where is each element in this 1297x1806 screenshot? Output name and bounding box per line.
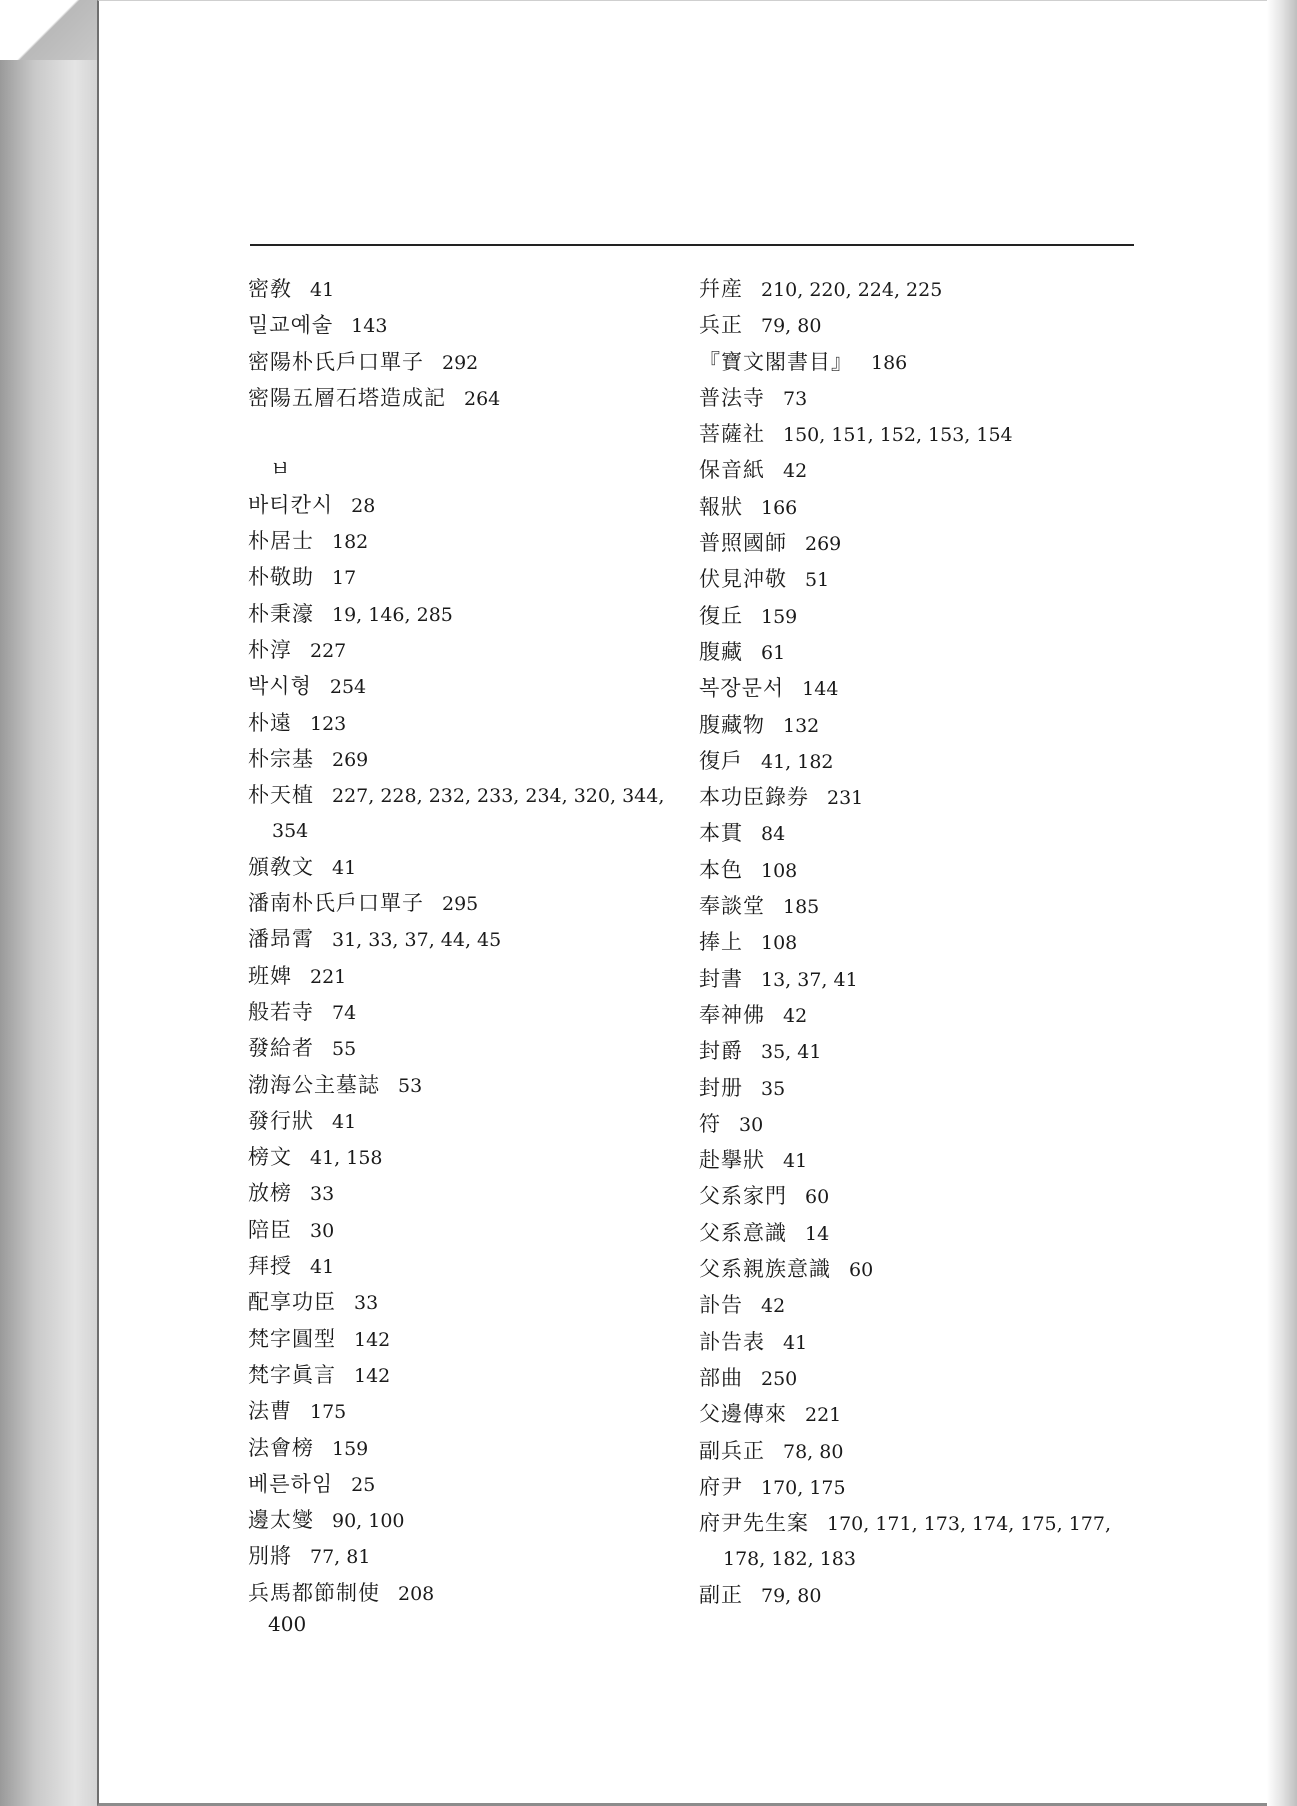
index-entry (248, 1176, 678, 1212)
index-section-letter (248, 452, 678, 487)
index-entry (699, 780, 1139, 816)
index-term: 赴擧狀 (699, 1148, 765, 1173)
index-entry (699, 1107, 1139, 1143)
index-pages: 41, 158 (310, 1147, 383, 1170)
index-term: 베른하임 (248, 1471, 334, 1496)
index-entry (248, 706, 678, 742)
index-term: 配享功臣 (248, 1290, 336, 1315)
index-pages: 150, 151, 152, 153, 154 (783, 424, 1013, 447)
index-term: 本色 (699, 857, 743, 882)
index-pages: 42 (783, 460, 808, 483)
index-entry (248, 778, 678, 850)
index-term: 潘昻霄 (248, 927, 314, 952)
index-pages: 33 (310, 1183, 335, 1206)
index-entry (248, 1104, 678, 1140)
index-entry (699, 635, 1139, 671)
page-number: 400 (268, 1612, 307, 1636)
index-term: 바티칸시 (248, 492, 334, 517)
index-pages: 31, 33, 37, 44, 45 (332, 929, 502, 952)
index-term: 朴淳 (248, 637, 292, 662)
index-term: 本功臣錄券 (699, 785, 809, 810)
index-pages: 61 (761, 641, 786, 664)
index-pages: 28 (351, 494, 376, 517)
index-term: 榜文 (248, 1145, 292, 1170)
index-entry (699, 1578, 1139, 1614)
index-pages: 77, 81 (310, 1546, 371, 1569)
index-entry (699, 998, 1139, 1034)
index-pages: 41 (310, 1256, 335, 1279)
index-pages-continued: 178, 182, 183 (723, 1548, 856, 1571)
index-entry (248, 560, 678, 596)
index-entry (699, 453, 1139, 489)
index-entry (699, 708, 1139, 744)
index-pages: 159 (761, 605, 798, 628)
index-term: 陪臣 (248, 1217, 292, 1242)
index-entry (248, 633, 678, 669)
index-entry (248, 1394, 678, 1430)
index-term: 父系親族意識 (699, 1257, 831, 1282)
index-pages: 264 (464, 387, 501, 410)
index-entry (699, 490, 1139, 526)
index-term: 捧上 (699, 930, 743, 955)
index-entry (248, 272, 678, 308)
index-term: 般若寺 (248, 999, 314, 1024)
index-term: 頒敎文 (248, 854, 314, 879)
index-term: 保音紙 (699, 458, 765, 483)
index-term: 朴宗基 (248, 746, 314, 771)
index-column-left (248, 272, 678, 1612)
index-entry (248, 524, 678, 560)
index-entry (248, 1322, 678, 1358)
index-term: 兵馬都節制使 (248, 1580, 380, 1605)
index-pages: 60 (849, 1259, 874, 1282)
index-pages: 30 (739, 1113, 764, 1136)
index-term: 朴居士 (248, 529, 314, 554)
index-entry (699, 1179, 1139, 1215)
index-entry (699, 272, 1139, 308)
index-entry (248, 1431, 678, 1467)
index-entry (248, 308, 678, 344)
index-pages: 292 (442, 351, 479, 374)
index-term: 渤海公主墓誌 (248, 1072, 380, 1097)
index-pages: 41 (783, 1331, 808, 1354)
index-term: 密陽五層石塔造成記 (248, 385, 446, 410)
index-entry (248, 1031, 678, 1067)
index-pages: 41 (783, 1150, 808, 1173)
index-term: 封爵 (699, 1039, 743, 1064)
index-term: 朴天植 (248, 783, 314, 808)
index-term: 府尹 (699, 1474, 743, 1499)
index-term: 梵字圓型 (248, 1326, 336, 1351)
index-entry (699, 1216, 1139, 1252)
index-term: 邊太燮 (248, 1508, 314, 1533)
index-entry (699, 345, 1139, 381)
index-pages: 185 (783, 896, 820, 919)
index-pages: 159 (332, 1437, 369, 1460)
index-term: 訃告表 (699, 1329, 765, 1354)
index-term: 封册 (699, 1075, 743, 1100)
index-entry (248, 1140, 678, 1176)
index-spacer (248, 417, 678, 452)
index-term: 班婢 (248, 963, 292, 988)
index-term: 府尹先生案 (699, 1511, 809, 1536)
index-pages: 41 (332, 856, 357, 879)
index-pages: 74 (332, 1001, 357, 1024)
page-edge-shadow (1267, 0, 1297, 1806)
index-term: 梵字眞言 (248, 1362, 336, 1387)
index-entry (248, 959, 678, 995)
index-entry (248, 922, 678, 958)
index-term: 奉神佛 (699, 1002, 765, 1027)
index-term: 復戶 (699, 748, 743, 773)
book-corner (0, 0, 100, 60)
index-pages: 123 (310, 712, 347, 735)
index-term: 伏見沖敬 (699, 567, 787, 592)
index-pages: 108 (761, 932, 798, 955)
index-term: 法會榜 (248, 1435, 314, 1460)
index-pages: 227, 228, 232, 233, 234, 320, 344, (332, 785, 665, 808)
index-term: 發行狀 (248, 1108, 314, 1133)
index-entry (699, 308, 1139, 344)
index-entry (248, 381, 678, 417)
index-term: 幷産 (699, 277, 743, 301)
index-entry (699, 853, 1139, 889)
index-pages: 186 (871, 351, 908, 374)
index-pages: 132 (783, 714, 820, 737)
index-entry (699, 526, 1139, 562)
index-term: 腹藏物 (699, 712, 765, 737)
index-entry (248, 1576, 678, 1612)
index-pages: 42 (761, 1295, 786, 1318)
index-entry (699, 417, 1139, 453)
index-entry (699, 1288, 1139, 1324)
index-pages: 79, 80 (761, 1584, 822, 1607)
index-entry (248, 669, 678, 705)
index-term: 菩薩社 (699, 422, 765, 447)
index-entry (248, 1358, 678, 1394)
index-pages: 51 (805, 569, 830, 592)
index-pages: 14 (805, 1222, 830, 1245)
index-entry (248, 850, 678, 886)
index-term: 普照國師 (699, 531, 787, 556)
index-term: 朴敬助 (248, 565, 314, 590)
index-pages: 35, 41 (761, 1041, 822, 1064)
index-entry (699, 889, 1139, 925)
index-pages: 84 (761, 823, 786, 846)
index-entry (248, 995, 678, 1031)
index-pages: 221 (805, 1404, 842, 1427)
index-entry (699, 816, 1139, 852)
index-entry (248, 1503, 678, 1539)
index-term: 普法寺 (699, 385, 765, 410)
index-term: 朴遠 (248, 710, 292, 735)
index-term: 復丘 (699, 603, 743, 628)
index-entry (699, 599, 1139, 635)
index-entry (699, 1071, 1139, 1107)
index-pages: 90, 100 (332, 1510, 405, 1533)
index-term: 發給者 (248, 1036, 314, 1061)
index-pages: 269 (332, 748, 369, 771)
index-pages: 25 (351, 1473, 376, 1496)
index-term: 腹藏 (699, 639, 743, 664)
index-pages: 210, 220, 224, 225 (761, 279, 943, 301)
index-term: 兵正 (699, 313, 743, 338)
index-entry (699, 1361, 1139, 1397)
index-pages: 33 (354, 1292, 379, 1315)
index-entry (699, 1470, 1139, 1506)
index-entry (248, 1213, 678, 1249)
index-entry (699, 962, 1139, 998)
index-entry (248, 1539, 678, 1575)
index-pages: 60 (805, 1186, 830, 1209)
index-entry (699, 381, 1139, 417)
index-term: 朴秉濠 (248, 601, 314, 626)
index-entry (699, 1143, 1139, 1179)
index-entry (248, 1249, 678, 1285)
index-entry (699, 1506, 1139, 1578)
index-entry (248, 886, 678, 922)
index-entry (699, 744, 1139, 780)
book-spine (0, 40, 100, 1806)
index-term: 『寶文閣書目』 (699, 349, 853, 374)
index-pages: 108 (761, 859, 798, 882)
index-pages: 142 (354, 1364, 391, 1387)
index-term: 部曲 (699, 1365, 743, 1390)
index-entry (699, 1252, 1139, 1288)
index-pages: 269 (805, 533, 842, 556)
index-term: 潘南朴氏戶口單子 (248, 891, 424, 916)
index-column-right (699, 272, 1139, 1614)
index-term: 符 (699, 1111, 721, 1136)
index-pages: 78, 80 (783, 1440, 844, 1463)
index-entry (248, 345, 678, 381)
index-entry (248, 488, 678, 524)
index-pages-continued: 354 (272, 820, 309, 843)
index-pages: 170, 175 (761, 1476, 846, 1499)
index-pages: 254 (329, 676, 367, 699)
index-term: 父邊傳來 (699, 1402, 787, 1427)
index-entry (699, 1434, 1139, 1470)
index-entry (699, 671, 1139, 707)
index-pages: 17 (332, 567, 357, 590)
index-pages: 35 (761, 1077, 786, 1100)
index-term: 밀교예술 (248, 313, 334, 338)
index-pages: 166 (761, 496, 798, 519)
index-entry (699, 1397, 1139, 1433)
index-pages: 170, 171, 173, 174, 175, 177, (827, 1513, 1112, 1536)
index-term: 奉談堂 (699, 894, 765, 919)
index-entry (248, 597, 678, 633)
index-pages: 41 (310, 279, 335, 301)
index-pages: 30 (310, 1219, 335, 1242)
index-pages: 41 (332, 1110, 357, 1133)
index-pages: 13, 37, 41 (761, 968, 858, 991)
index-entry (248, 742, 678, 778)
index-pages: 231 (827, 787, 864, 810)
index-pages: 182 (332, 531, 369, 554)
index-term: 別將 (248, 1544, 292, 1569)
index-pages: 250 (761, 1367, 798, 1390)
index-term: 拜授 (248, 1254, 292, 1279)
index-term: 密敎 (248, 277, 292, 301)
index-term: 父系家門 (699, 1184, 787, 1209)
index-term: 本貫 (699, 821, 743, 846)
index-pages: 73 (783, 387, 808, 410)
index-term: 訃告 (699, 1293, 743, 1318)
index-pages: 208 (398, 1582, 435, 1605)
section-letter: ㅂ (270, 457, 291, 482)
index-term: 放榜 (248, 1181, 292, 1206)
index-pages: 295 (442, 893, 479, 916)
index-pages: 221 (310, 965, 347, 988)
index-entry (699, 1034, 1139, 1070)
index-pages: 142 (354, 1328, 391, 1351)
index-term: 密陽朴氏戶口單子 (248, 349, 424, 374)
index-term: 法曹 (248, 1399, 292, 1424)
index-pages: 41, 182 (761, 750, 834, 773)
index-term: 복장문서 (699, 676, 785, 701)
header-rule (250, 244, 1134, 246)
index-entry (699, 562, 1139, 598)
index-pages: 53 (398, 1074, 423, 1097)
index-entry (248, 1068, 678, 1104)
index-term: 封書 (699, 966, 743, 991)
index-entry (699, 1325, 1139, 1361)
index-term: 박시형 (248, 674, 312, 699)
index-entry (248, 1467, 678, 1503)
index-pages: 144 (802, 678, 839, 701)
index-pages: 227 (310, 639, 347, 662)
index-term: 報狀 (699, 494, 743, 519)
index-term: 副兵正 (699, 1438, 765, 1463)
index-entry (699, 925, 1139, 961)
index-term: 副正 (699, 1582, 743, 1607)
index-pages: 79, 80 (761, 315, 822, 338)
index-term: 父系意識 (699, 1220, 787, 1245)
index-pages: 55 (332, 1038, 357, 1061)
index-pages: 19, 146, 285 (332, 603, 453, 626)
index-pages: 175 (310, 1401, 347, 1424)
index-pages: 42 (783, 1004, 808, 1027)
index-entry (248, 1285, 678, 1321)
index-pages: 143 (351, 315, 388, 338)
